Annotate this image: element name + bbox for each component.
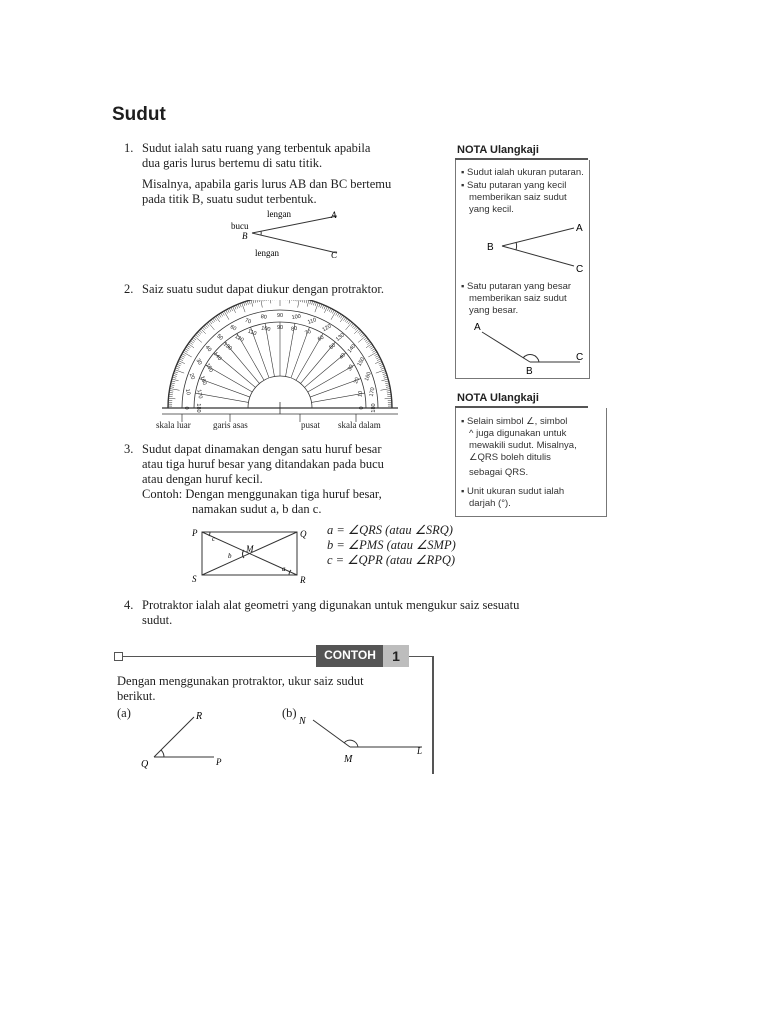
item-text-line: Misalnya, apabila garis lurus AB dan BC bertemu [142, 177, 392, 191]
protractor-tick [170, 389, 180, 391]
protractor-tick [172, 377, 176, 378]
protractor-tick [174, 372, 178, 373]
nota2-bullet-1: ▪ Selain simbol ∠, simbol ^ juga digunakan untuk mewakili sudut. Misalnya, ∠QRS boleh ditulis sebagai QRS. [461, 416, 577, 478]
protractor-tick [264, 300, 265, 301]
protractor-outer-label: 120 [321, 323, 333, 334]
protractor-tick [181, 355, 185, 357]
protractor-tick [202, 327, 205, 330]
protractor-tick [175, 370, 184, 373]
protractor-tick [217, 315, 219, 318]
protractor-tick [336, 312, 338, 315]
protractor-outer-label: 140 [346, 343, 358, 355]
part-a-r-label: R [196, 711, 203, 722]
protractor-tick [306, 300, 307, 303]
lengan-bottom-label: lengan [255, 248, 279, 258]
protractor-tick [214, 317, 216, 320]
protractor-tick [374, 354, 377, 356]
item-number: 3. [124, 442, 134, 456]
contoh-number: 1 [383, 645, 409, 667]
rectangle-diagram [190, 524, 315, 586]
nota1-large-a-label: A [474, 322, 481, 333]
protractor-tick [270, 300, 271, 303]
angle-c-label: c [212, 535, 216, 543]
garis-asas-label: garis asas [213, 420, 248, 430]
protractor-tick [185, 349, 188, 351]
protractor-inner-label: 150 [204, 362, 214, 374]
nota2-bullet2-line: darjah (°). [469, 498, 511, 509]
protractor-tick [259, 300, 260, 302]
protractor-tick [354, 329, 359, 334]
protractor-tick [224, 311, 229, 320]
vertex-p-label: P [192, 528, 198, 538]
protractor-tick [322, 305, 324, 309]
protractor-outer-label: 40 [203, 344, 213, 354]
nota1-bullet-3: ▪ Satu putaran yang besar memberikan saiz sudut yang besar. [461, 281, 572, 316]
protractor-tick [168, 398, 175, 399]
bucu-label: bucu [231, 221, 249, 231]
nota1-small-a-label: A [576, 223, 583, 234]
protractor-tick [187, 345, 190, 347]
protractor-tick [331, 311, 336, 320]
protractor-tick [245, 301, 246, 305]
pusat-label: pusat [301, 420, 320, 430]
contoh-rule-right [409, 656, 433, 657]
point-c-label: C [331, 250, 338, 260]
protractor-inner-label: 100 [260, 325, 271, 333]
protractor-tick [346, 320, 348, 323]
protractor-tick [366, 344, 372, 348]
protractor-tick [197, 333, 200, 336]
protractor-tick [242, 303, 245, 312]
nota2-bullet-2: ▪ Unit ukuran sudut ialah darjah (°). [461, 486, 565, 509]
protractor-inner-label: 120 [233, 333, 245, 344]
protractor-tick [320, 304, 321, 308]
protractor-tick [327, 307, 329, 311]
protractor-tick [244, 302, 245, 306]
protractor-tick [297, 300, 298, 301]
protractor-tick [376, 370, 385, 373]
protractor-outer-label: 80 [260, 313, 268, 321]
nota1-small-c-label: C [576, 264, 584, 275]
part-b-m-label: M [344, 754, 353, 765]
nota1-small-b-label: B [487, 242, 494, 253]
protractor-tick [182, 354, 185, 356]
protractor-inner-label: 180 [195, 403, 201, 413]
protractor-tick [373, 350, 376, 352]
protractor-tick [191, 341, 194, 343]
protractor-tick [379, 362, 383, 364]
protractor-tick [238, 304, 239, 308]
item-text-line: Contoh: Dengan menggunakan tiga huruf besar, [142, 487, 382, 501]
protractor-tick [261, 300, 263, 308]
protractor-tick [188, 344, 194, 348]
protractor-tick [226, 310, 228, 313]
protractor-tick [367, 342, 370, 344]
nota1-large-angle-diagram [470, 320, 585, 375]
protractor-tick [195, 335, 198, 338]
protractor-tick [222, 312, 224, 315]
nota2-bullet1-line: mewakili sudut. Misalnya, [469, 440, 577, 451]
protractor-outer-label: 60 [228, 324, 238, 333]
protractor-tick [177, 364, 181, 366]
protractor-tick [251, 300, 253, 307]
protractor-tick [213, 319, 215, 322]
protractor-inner-label: 160 [198, 375, 208, 386]
protractor-tick [234, 306, 236, 310]
protractor-inner-label: 80 [290, 325, 298, 333]
protractor-inner-label: 90 [276, 325, 284, 331]
protractor-tick [178, 362, 182, 364]
contoh-instruction-line: berikut. [117, 689, 156, 703]
skala-dalam-label: skala dalam [338, 420, 381, 430]
nota2-bullet2-line: Unit ukuran sudut ialah [467, 486, 565, 497]
protractor-tick [179, 359, 183, 361]
nota2-bullet1-line: ∠QRS boleh ditulis [469, 452, 551, 463]
protractor-outer-label: 180 [371, 403, 377, 413]
protractor-tick [354, 326, 357, 329]
protractor-tick [310, 300, 311, 304]
protractor-tick [201, 329, 206, 334]
protractor-tick [376, 357, 380, 359]
item-text-line: atau dengan huruf kecil. [142, 472, 263, 486]
part-a-p-label: P [216, 757, 222, 767]
nota1-bullet-2: ▪ Satu putaran yang kecil memberikan saiz sudut yang kecil. [461, 180, 567, 215]
item-number: 2. [124, 282, 134, 296]
protractor-tick [377, 359, 381, 361]
protractor-tick [319, 303, 320, 307]
item-number: 1. [124, 141, 134, 155]
protractor-tick [355, 327, 358, 330]
vertex-q-label: Q [300, 529, 307, 539]
protractor-tick [381, 368, 385, 369]
answer-line: c = ∠QPR (atau ∠RPQ) [327, 553, 456, 567]
protractor-outer-label: 90 [276, 313, 284, 319]
protractor-tick [370, 345, 373, 347]
protractor-tick [231, 307, 233, 311]
contoh-right-border [432, 656, 434, 774]
item-text-line: sudut. [142, 613, 173, 627]
part-a-angle-diagram [136, 705, 231, 770]
protractor-tick [173, 375, 177, 376]
nota2-title: NOTA Ulangkaji [457, 392, 539, 404]
protractor-inner-label: 10 [357, 390, 365, 398]
protractor-tick [184, 350, 187, 352]
protractor-inner-label: 110 [246, 328, 258, 338]
protractor-tick [219, 314, 221, 317]
protractor-tick [302, 300, 303, 302]
protractor-tick [324, 306, 326, 310]
protractor-tick [380, 366, 384, 367]
item-text-line: Saiz suatu sudut dapat diukur dengan protraktor. [142, 282, 384, 296]
page-title: Sudut [112, 104, 166, 125]
protractor-tick [379, 364, 383, 366]
protractor-tick [362, 335, 365, 338]
contoh-label: CONTOH [324, 648, 376, 662]
protractor-tick [186, 347, 189, 349]
protractor-tick [359, 332, 362, 335]
protractor-outer-label: 70 [243, 317, 252, 326]
protractor-tick [332, 310, 334, 313]
nota1-bullet3-line: yang besar. [469, 305, 519, 316]
part-a-label: (a) [117, 706, 131, 720]
protractor-tick [313, 301, 314, 305]
protractor-tick [193, 338, 196, 341]
vertex-b-label: B [242, 231, 248, 241]
vertex-s-label: S [192, 574, 197, 584]
contoh-instruction-line: Dengan menggunakan protraktor, ukur saiz sudut [117, 674, 364, 688]
protractor-outer-label: 160 [363, 371, 373, 382]
protractor-tick [247, 301, 248, 305]
protractor-inner-label: 50 [328, 342, 337, 351]
protractor-tick [343, 317, 345, 320]
protractor-tick [312, 301, 313, 305]
point-a-label: A [331, 210, 337, 220]
protractor-tick [385, 398, 392, 399]
protractor-tick [289, 300, 290, 303]
protractor-tick [340, 315, 342, 318]
protractor-inner-label: 140 [211, 351, 223, 363]
protractor-tick [207, 323, 210, 326]
protractor-tick [229, 308, 231, 312]
protractor-tick [205, 325, 208, 328]
protractor-outer-label: 130 [334, 332, 346, 343]
center-m-label: M [246, 544, 254, 554]
protractor-tick [375, 355, 379, 357]
protractor-tick [315, 303, 318, 312]
part-b-angle-diagram [295, 710, 430, 768]
protractor-tick [199, 330, 202, 333]
protractor-tick [348, 321, 351, 324]
protractor-tick [176, 366, 180, 367]
protractor-tick [172, 379, 179, 381]
nota1-bullet2-line: yang kecil. [469, 204, 514, 215]
protractor-inner-label: 0 [359, 406, 365, 410]
protractor-tick [382, 372, 386, 373]
part-b-n-label: N [299, 716, 306, 727]
protractor-tick [360, 333, 363, 336]
part-a-q-label: Q [141, 759, 149, 770]
skala-luar-label: skala luar [156, 420, 191, 430]
protractor-tick [255, 300, 256, 303]
protractor-tick [381, 379, 388, 381]
protractor-tick [365, 339, 368, 341]
answer-line: b = ∠PMS (atau ∠SMP) [327, 538, 456, 552]
protractor-tick [204, 326, 207, 329]
protractor-outer-label: 0 [183, 406, 189, 410]
protractor-tick [384, 377, 388, 378]
protractor-outer-label: 150 [356, 356, 367, 368]
protractor-tick [262, 300, 263, 301]
protractor-tick [180, 357, 184, 359]
protractor-tick [295, 300, 296, 301]
protractor-tick [298, 300, 300, 308]
protractor-inner-label: 70 [304, 328, 312, 337]
protractor-tick [307, 300, 309, 307]
nota1-bullet2-line: Satu putaran yang kecil [467, 180, 567, 191]
lengan-top-label: lengan [267, 209, 291, 219]
angle-a-label: a [282, 565, 286, 573]
protractor-tick [340, 316, 344, 322]
protractor-diagram [150, 300, 410, 435]
item-number: 4. [124, 598, 134, 612]
protractor-tick [189, 342, 192, 344]
nota2-bullet1-line: Selain simbol ∠, simbol [467, 416, 568, 427]
item-text-line: Sudut ialah satu ruang yang terbentuk apabila [142, 141, 371, 155]
item-text-line: Sudut dapat dinamakan dengan satu huruf besar [142, 442, 382, 456]
protractor-outer-label: 170 [368, 386, 377, 398]
protractor-tick [329, 308, 331, 312]
protractor-outer-label: 100 [291, 313, 302, 322]
angle-b-label: b [228, 552, 232, 560]
protractor-inner-label: 30 [346, 363, 356, 373]
protractor-inner-label: 20 [353, 376, 361, 385]
protractor-tick [358, 330, 361, 333]
protractor-tick [210, 321, 213, 324]
protractor-tick [183, 352, 192, 357]
protractor-tick [380, 389, 390, 391]
nota1-bullet3-line: Satu putaran yang besar [467, 281, 572, 292]
protractor-tick [337, 313, 339, 316]
nota2-bullet1-line: sebagai QRS. [469, 467, 529, 478]
protractor-tick [240, 303, 241, 307]
protractor-tick [257, 300, 258, 302]
item-text-line: namakan sudut a, b dan c. [192, 502, 322, 516]
nota1-large-b-label: B [526, 366, 533, 375]
protractor-inner-label: 40 [338, 352, 348, 361]
item-text-line: pada titik B, suatu sudut terbentuk. [142, 192, 317, 206]
protractor-tick [383, 373, 387, 374]
protractor-tick [315, 302, 316, 306]
protractor-tick [211, 320, 213, 323]
protractor-tick [192, 339, 195, 341]
protractor-outer-label: 20 [187, 372, 196, 381]
protractor-tick [236, 305, 238, 309]
item-text-line: dua garis lurus bertemu di satu titik. [142, 156, 323, 170]
protractor-inner-label: 130 [221, 341, 233, 352]
nota1-small-angle-diagram [484, 220, 584, 275]
protractor-tick [301, 300, 302, 302]
nota2-bullet1-line: ^ juga digunakan untuk [469, 428, 567, 439]
protractor-tick [216, 316, 220, 322]
protractor-tick [331, 309, 333, 313]
protractor-tick [364, 338, 367, 341]
protractor-tick [366, 341, 369, 343]
nota1-bullet3-line: memberikan saiz sudut [469, 293, 567, 304]
protractor-outer-label: 30 [194, 357, 203, 367]
protractor-outer-label: 50 [215, 333, 224, 342]
protractor-tick [351, 323, 354, 326]
protractor-tick [227, 309, 229, 313]
protractor-tick [339, 314, 341, 317]
protractor-tick [383, 375, 387, 376]
nota1-large-c-label: C [576, 352, 584, 363]
protractor-tick [249, 300, 250, 304]
protractor-outer-label: 10 [183, 388, 191, 396]
protractor-outer-label: 110 [306, 317, 318, 326]
protractor-tick [173, 373, 177, 374]
protractor-inner-label: 60 [316, 334, 326, 343]
protractor-inner-label: 170 [195, 389, 203, 400]
protractor-tick [371, 347, 374, 349]
protractor-tick [253, 300, 254, 303]
item-text-line: Protraktor ialah alat geometri yang digunakan untuk mengukur saiz sesuatu [142, 598, 520, 612]
protractor-tick [175, 368, 179, 369]
nota1-title: NOTA Ulangkaji [457, 144, 539, 156]
protractor-tick [221, 313, 223, 316]
protractor-tick [345, 319, 347, 322]
protractor-tick [352, 325, 355, 328]
item-text-line: atau tiga huruf besar yang ditandakan pada bucu [142, 457, 384, 471]
protractor-tick [198, 332, 201, 335]
part-b-l-label: L [417, 746, 423, 756]
angle-diagram [225, 206, 355, 262]
protractor-tick [368, 352, 377, 357]
part-b-label: (b) [282, 706, 297, 720]
nota1-bullet2-line: memberikan saiz sudut [469, 192, 567, 203]
protractor-tick [304, 300, 305, 303]
vertex-r-label: R [300, 575, 306, 585]
contoh-rule [122, 656, 316, 657]
protractor-tick [372, 349, 375, 351]
nota1-bullet1-line: Sudut ialah ukuran putaran. [467, 167, 584, 178]
answer-line: a = ∠QRS (atau ∠SRQ) [327, 523, 453, 537]
nota1-bullet-1: ▪ Sudut ialah ukuran putaran. [461, 167, 584, 178]
